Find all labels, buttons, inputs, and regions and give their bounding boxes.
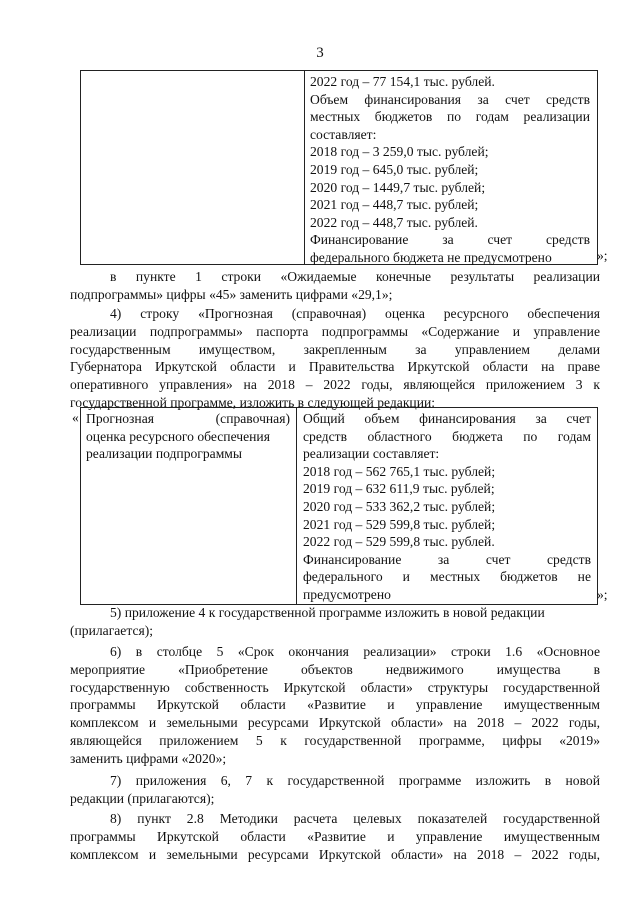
text-line: (прилагается);: [70, 622, 154, 638]
text-line: комплексом и земельными ресурсами Иркутской области» на 2018 – 2022 годы,: [70, 715, 600, 731]
text-line: реализации составляет:: [303, 446, 440, 462]
text-line: оценка ресурсного обеспечения: [86, 428, 270, 444]
text-line: 6) в столбце 5 «Срок окончания реализации» строки 1.6 «Основное: [110, 644, 600, 659]
text-line: заменить цифрами «2020»;: [70, 750, 227, 766]
text-line: 2021 год – 448,7 тыс. рублей;: [310, 197, 479, 213]
text-line: местных бюджетов по годам реализации: [310, 109, 590, 125]
text-line: предусмотрено: [303, 586, 391, 602]
text-line: средств областного бюджета по годам: [303, 428, 591, 444]
text-line: 2022 год – 529 599,8 тыс. рублей.: [303, 534, 495, 550]
text-line: 2022 год – 77 154,1 тыс. рублей.: [310, 74, 495, 89]
text-line: реализации подпрограммы: [86, 446, 243, 462]
paragraph-6: [70, 643, 600, 768]
text-line: федерального и местных бюджетов не: [303, 569, 591, 585]
table-left-cell: [86, 410, 290, 463]
paragraph-8: [70, 810, 600, 863]
text-line: 8) пункт 2.8 Методики расчета целевых показателей государственной: [110, 811, 600, 826]
table-right-cell: [303, 410, 591, 604]
text-line: Финансирование за счет средств: [303, 551, 591, 567]
opening-quote-mark: «: [72, 410, 79, 425]
paragraph-7: [70, 772, 600, 808]
text-line: комплексом и земельными ресурсами Иркутской области» на 2018 – 2022 годы,: [70, 846, 600, 862]
text-line: федерального бюджета не предусмотрено: [310, 249, 552, 265]
text-line: редакции (прилагаются);: [70, 790, 215, 806]
text-line: государственной программе, изложить в следующей редакции:: [70, 394, 436, 410]
text-line: Прогнозная (справочная): [86, 411, 290, 426]
text-line: подпрограммы» цифры «45» заменить цифрами «29,1»;: [70, 286, 393, 302]
closing-quote-mark: »;: [597, 248, 608, 263]
text-line: 2022 год – 448,7 тыс. рублей.: [310, 214, 478, 230]
text-line: мероприятие «Приобретение объектов недвижимого имущества в: [70, 661, 600, 677]
text-line: 2019 год – 645,0 тыс. рублей;: [310, 161, 479, 177]
paragraph-4: [70, 305, 600, 412]
table-right-cell: [310, 73, 590, 267]
text-line: государственную собственность Иркутской области» структуры государственной: [70, 679, 600, 695]
closing-quote-mark: »;: [597, 587, 608, 602]
table-left-column: [81, 71, 305, 264]
text-line: Объем финансирования за счет средств: [310, 91, 590, 107]
text-line: 4) строку «Прогнозная (справочная) оценка ресурсного обеспечения: [110, 306, 600, 321]
text-line: 5) приложение 4 к государственной программе изложить в новой редакции: [110, 605, 545, 620]
table-resource-estimate: [80, 407, 598, 605]
text-line: Финансирование за счет средств: [310, 232, 590, 248]
text-line: Губернатора Иркутской области и Правительства Иркутской области на праве: [70, 359, 600, 375]
text-line: в пункте 1 строки «Ожидаемые конечные результаты реализации: [110, 269, 600, 284]
text-line: составляет:: [310, 126, 377, 142]
text-line: 2018 год – 562 765,1 тыс. рублей;: [303, 463, 496, 479]
text-line: 2020 год – 1449,7 тыс. рублей;: [310, 179, 486, 195]
text-line: 2020 год – 533 362,2 тыс. рублей;: [303, 498, 496, 514]
paragraph-item-1: [70, 268, 600, 304]
table-continuation: [80, 70, 598, 265]
text-line: 2021 год – 529 599,8 тыс. рублей;: [303, 516, 496, 532]
text-line: оперативного управления» на 2018 – 2022 годы, являющейся приложением 3 к: [70, 377, 600, 393]
text-line: 2018 год – 3 259,0 тыс. рублей;: [310, 144, 489, 160]
text-line: реализации подпрограммы» паспорта подпрограммы «Содержание и управление: [70, 323, 600, 339]
text-line: Общий объем финансирования за счет: [303, 411, 591, 426]
text-line: государственным имуществом, закрепленным за управлением делами: [70, 341, 600, 357]
page-number: 3: [316, 45, 324, 61]
text-line: программы Иркутской области «Развитие и управление имущественным: [70, 697, 600, 713]
text-line: 7) приложения 6, 7 к государственной программе изложить в новой: [110, 773, 600, 788]
paragraph-5: [70, 604, 600, 640]
text-line: программы Иркутской области «Развитие и управление имущественным: [70, 828, 600, 844]
text-line: являющейся приложением 5 к государственной программе, цифры «2019»: [70, 732, 600, 748]
text-line: 2019 год – 632 611,9 тыс. рублей;: [303, 481, 495, 497]
